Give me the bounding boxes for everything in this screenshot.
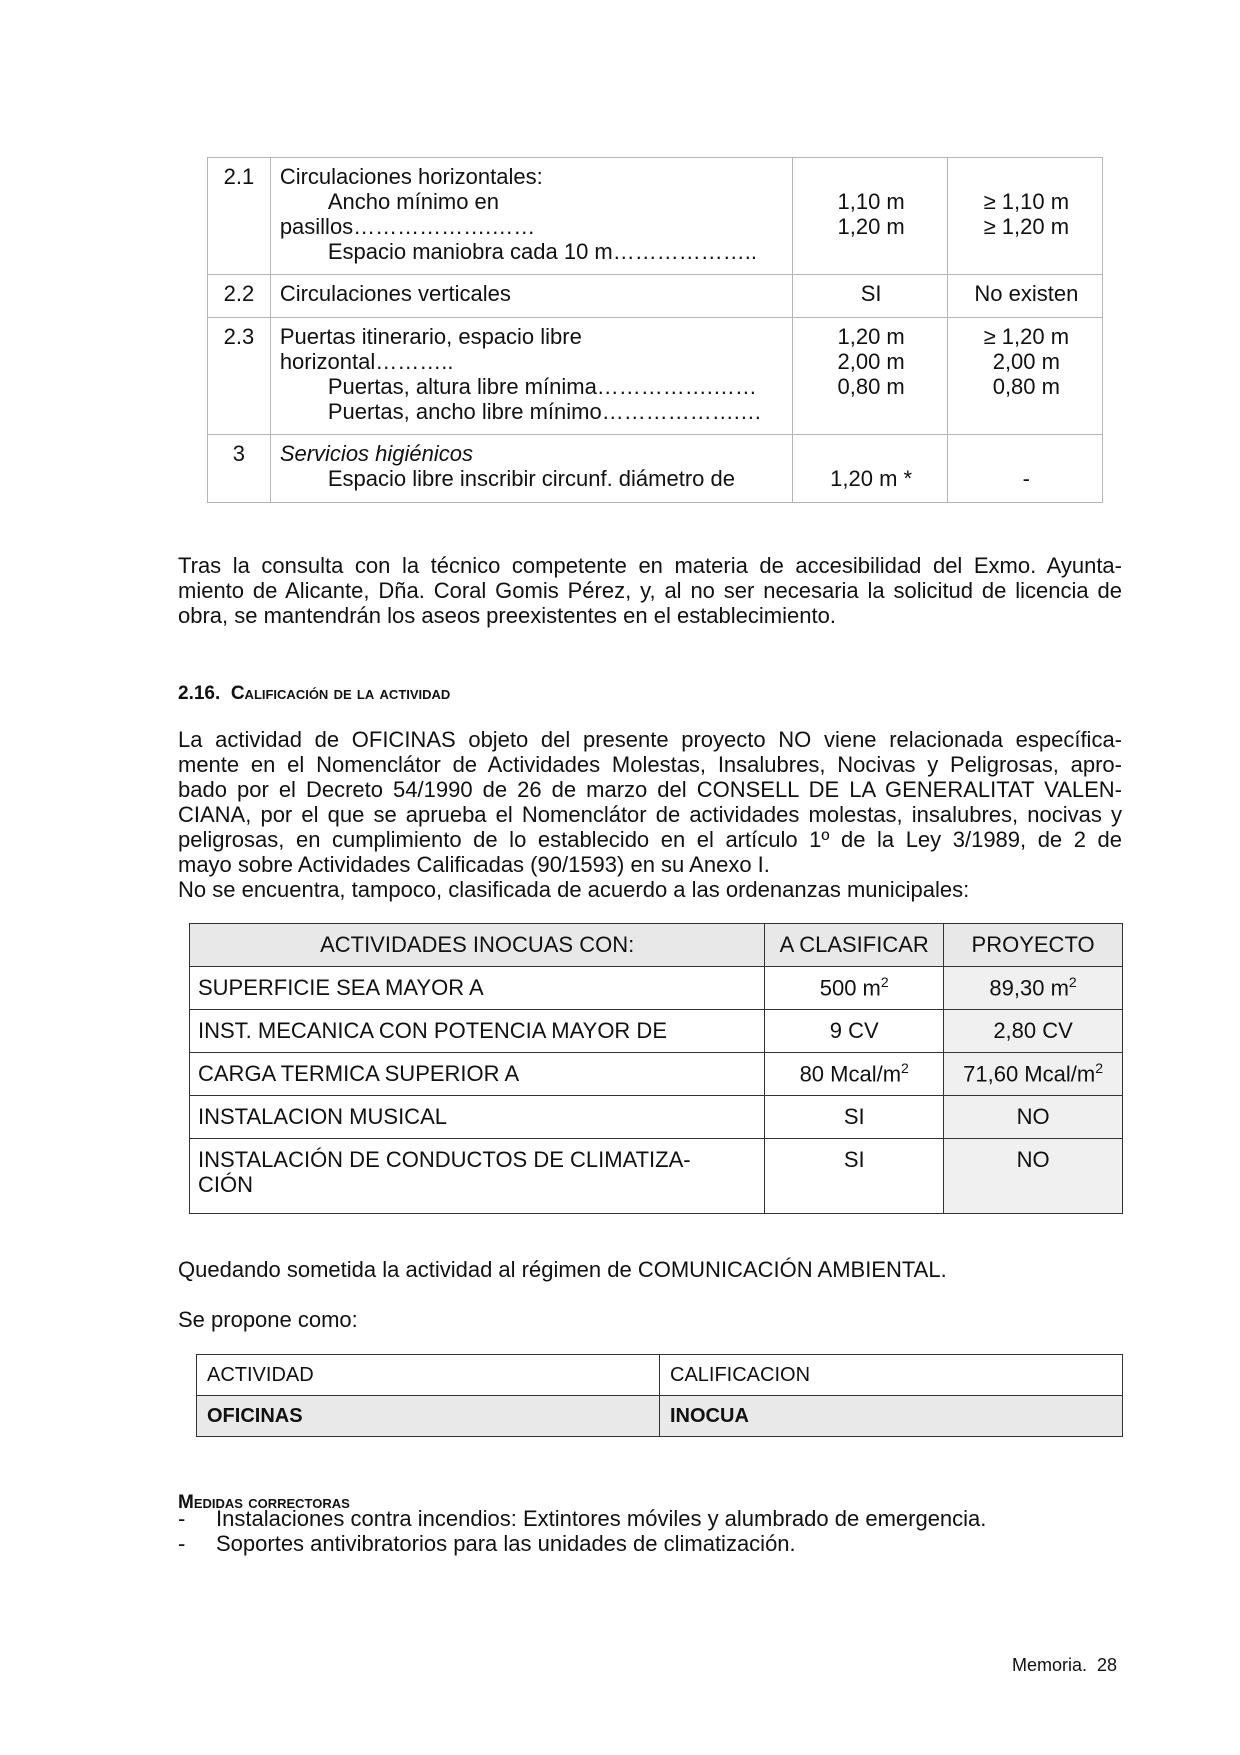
row-description <box>270 158 792 275</box>
required-value: SI <box>792 275 947 318</box>
table-row <box>190 1010 1123 1053</box>
text-line: Tras la consulta con la técnico competente en materia de accesibilidad del Exmo. Ayunta- <box>178 553 1122 578</box>
table-row <box>208 275 1103 318</box>
text-line: obra, se mantendrán los aseos preexistentes en el establecimiento. <box>178 603 836 628</box>
value-line: 1,10 m <box>837 189 905 214</box>
list-item <box>178 1506 986 1531</box>
desc-line: Circulaciones horizontales: <box>279 164 543 189</box>
desc-line: Puertas, altura libre mínima…………….…… <box>327 374 757 399</box>
threshold-cell: SI <box>765 1096 944 1139</box>
threshold-cell: SI <box>765 1139 944 1214</box>
desc-line: pasillos……………….…… <box>279 214 536 239</box>
section-number: 2.16. <box>178 683 221 704</box>
project-cell: NO <box>944 1139 1123 1214</box>
required-value <box>792 158 947 275</box>
required-value <box>792 318 947 435</box>
value-line: 2,00 m <box>992 349 1060 374</box>
project-value <box>947 435 1102 503</box>
value-line: 2,00 m <box>837 349 905 374</box>
desc-line: Espacio maniobra cada 10 m……………….. <box>327 239 757 264</box>
threshold-cell: 500 $m^2$ <box>765 967 944 1010</box>
accessibility-table <box>207 157 1103 503</box>
project-cell: 89,30 $m^2$ <box>944 967 1123 1010</box>
table-row <box>190 1053 1123 1096</box>
text-line: bado por el Decreto 54/1990 de 26 de marzo del CONSELL DE LA GENERALITAT VALEN- <box>178 777 1122 802</box>
text-line: CIANA, por el que se aprueba el Nomenclátor de actividades molestas, insalubres, nocivas y <box>178 802 1122 827</box>
activity-cell: OFICINAS <box>197 1396 660 1437</box>
value-line: 1,20 m * <box>830 466 913 491</box>
value-line: ≥ 1,10 m <box>983 189 1070 214</box>
column-header: A CLASIFICAR <box>765 924 944 967</box>
section-title: Calificación de la actividad <box>230 683 451 704</box>
table-row <box>208 435 1103 503</box>
table-row <box>190 967 1123 1010</box>
bullet-dash: - <box>178 1506 186 1531</box>
project-value <box>947 318 1102 435</box>
text-line: mente en el Nomenclátor de Actividades Molestas, Insalubres, Nocivas y Peligrosas, apro- <box>178 752 1122 777</box>
required-value <box>792 435 947 503</box>
row-description: Circulaciones verticales <box>270 275 792 318</box>
row-number: 2.1 <box>208 158 271 275</box>
row-number: 2.2 <box>208 275 271 318</box>
criterion-cell: CARGA TERMICA SUPERIOR A <box>190 1053 765 1096</box>
text-line: La actividad de OFICINAS objeto del presente proyecto NO viene relacionada específica- <box>178 727 1122 752</box>
column-header: ACTIVIDADES INOCUAS CON: <box>190 924 765 967</box>
criterion-cell: INSTALACION MUSICAL <box>190 1096 765 1139</box>
value-line: ≥ 1,20 m <box>983 214 1070 239</box>
regime-paragraph: Quedando sometida la actividad al régimen de COMUNICACIÓN AMBIENTAL. <box>178 1257 947 1282</box>
table-row <box>190 1139 1123 1214</box>
list-item-text: Soportes antivibratorios para las unidades de climatización. <box>216 1531 796 1556</box>
project-value <box>947 158 1102 275</box>
section-heading <box>178 683 450 705</box>
value-line: - <box>1022 466 1030 491</box>
table-row <box>190 1096 1123 1139</box>
desc-line: Servicios higiénicos <box>279 441 474 466</box>
project-cell: 2,80 CV <box>944 1010 1123 1053</box>
column-header: ACTIVIDAD <box>197 1355 660 1396</box>
threshold-cell: 80 Mcal/$m^2$ <box>765 1053 944 1096</box>
list-item-text: Instalaciones contra incendios: Extintores móviles y alumbrado de emergencia. <box>216 1506 987 1531</box>
bullet-dash: - <box>178 1531 186 1556</box>
table-header-row <box>190 924 1123 967</box>
project-cell: 71,60 Mcal/$m^2$ <box>944 1053 1123 1096</box>
table-row <box>197 1396 1123 1437</box>
measures-heading: Medidas correctoras <box>178 1492 350 1513</box>
accessibility-paragraph <box>178 553 1122 628</box>
desc-line: Puertas itinerario, espacio libre <box>279 324 582 349</box>
column-header: PROYECTO <box>944 924 1123 967</box>
value-line: ≥ 1,20 m <box>983 324 1070 349</box>
row-number: 3 <box>208 435 271 503</box>
text-line: No se encuentra, tampoco, clasificada de acuerdo a las ordenanzas municipales: <box>178 877 970 902</box>
text-line: miento de Alicante, Dña. Coral Gomis Pérez, y, al no ser necesaria la solicitud de licencia de <box>178 578 1122 603</box>
row-number: 2.3 <box>208 318 271 435</box>
table-header-row <box>197 1355 1123 1396</box>
page-footer: Memoria. 28 <box>1012 1655 1118 1675</box>
row-description <box>270 318 792 435</box>
proposal-paragraph: Se propone como: <box>178 1307 358 1332</box>
value-line: 1,20 m <box>837 214 905 239</box>
value-line: 1,20 m <box>837 324 905 349</box>
list-item <box>178 1531 796 1556</box>
desc-line: horizontal……….. <box>279 349 454 374</box>
value-line: 0,80 m <box>992 374 1060 399</box>
project-cell: NO <box>944 1096 1123 1139</box>
classification-cell: INOCUA <box>660 1396 1123 1437</box>
text-line: peligrosas, en cumplimiento de lo establecido en el artículo 1º de la Ley 3/1989, de 2 de <box>178 827 1122 852</box>
criterion-cell: SUPERFICIE SEA MAYOR A <box>190 967 765 1010</box>
criterion-cell: INSTALACIÓN DE CONDUCTOS DE CLIMATIZA- CIÓN <box>190 1139 765 1214</box>
row-description <box>270 435 792 503</box>
classification-paragraph <box>178 727 1122 902</box>
project-value: No existen <box>947 275 1102 318</box>
threshold-cell: 9 CV <box>765 1010 944 1053</box>
desc-line: Espacio libre inscribir circunf. diámetro de <box>327 466 735 491</box>
table-row <box>208 158 1103 275</box>
table-row <box>208 318 1103 435</box>
desc-line: Puertas, ancho libre mínimo……………….… <box>327 399 762 424</box>
column-header: CALIFICACION <box>660 1355 1123 1396</box>
proposal-table <box>196 1354 1123 1437</box>
criterion-cell: INST. MECANICA CON POTENCIA MAYOR DE <box>190 1010 765 1053</box>
text-line: mayo sobre Actividades Calificadas (90/1593) en su Anexo I. <box>178 852 770 877</box>
value-line: 0,80 m <box>837 374 905 399</box>
desc-line: Ancho mínimo en <box>327 189 500 214</box>
classification-table <box>189 923 1123 1214</box>
